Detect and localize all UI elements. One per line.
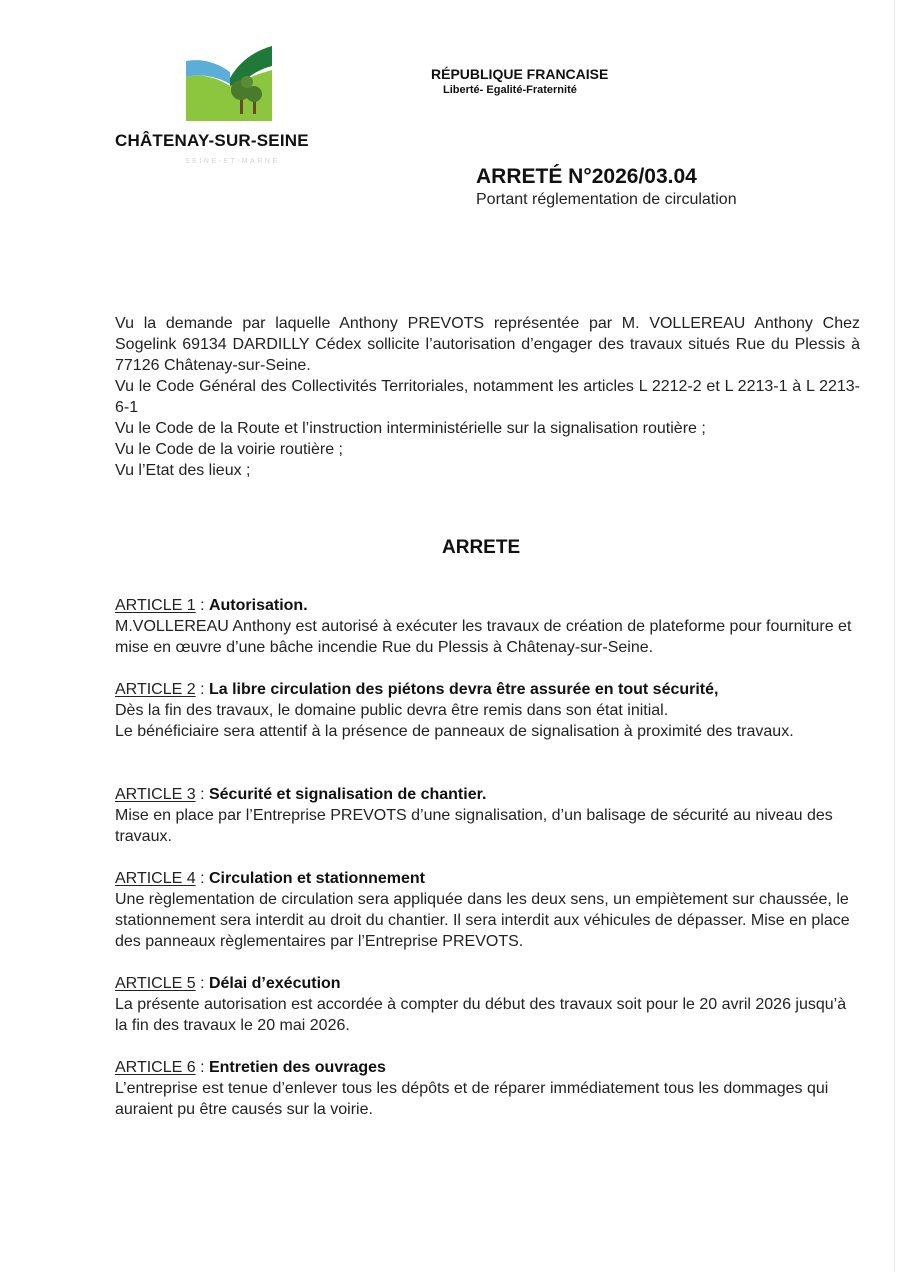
article-title: Circulation et stationnement <box>208 870 425 887</box>
article-title: La libre circulation des piétons devra être assurée en tout sécurité, <box>208 681 719 698</box>
article-separator: : <box>195 681 209 698</box>
consideration-etat-lieux: Vu l’Etat des lieux ; <box>115 462 251 479</box>
article-separator: : <box>195 1059 209 1076</box>
article-1 <box>115 595 855 658</box>
article-body: Une règlementation de circulation sera appliquée dans les deux sens, un empiètement sur chaussée, le stationnement sera interdit au droit du chantier. Il sera interdit aux véhicules de dépasser. Mise en place des panneaux règlementaires par l’Entreprise PREVOTS. <box>115 891 850 950</box>
article-label: ARTICLE 1 <box>115 597 196 614</box>
article-4 <box>115 868 855 952</box>
decree-heading: ARRETE <box>442 537 521 558</box>
article-separator: : <box>195 597 209 614</box>
article-2 <box>115 679 855 742</box>
commune-subtitle: SEINE-ET-MARNE <box>185 158 280 165</box>
article-separator: : <box>195 786 209 803</box>
article-body: Dès la fin des travaux, le domaine public devra être remis dans son état initial. <box>115 702 669 719</box>
decree-subtitle: Portant réglementation de circulation <box>476 191 737 208</box>
logo-tree-2 <box>246 86 262 102</box>
article-body: Mise en place par l’Entreprise PREVOTS d’une signalisation, d’un balisage de sécurité au niveau des travaux. <box>115 807 833 845</box>
article-separator: : <box>195 975 209 992</box>
considerations <box>115 313 860 481</box>
commune-name: CHÂTENAY-SUR-SEINE <box>115 131 309 150</box>
article-title: Délai d’exécution <box>208 975 341 992</box>
chatenay-logo <box>184 46 274 122</box>
article-title: Entretien des ouvrages <box>208 1059 386 1076</box>
article-6 <box>115 1057 855 1120</box>
article-5 <box>115 973 855 1036</box>
article-body: Le bénéficiaire sera attentif à la présence de panneaux de signalisation à proximité des travaux. <box>115 723 794 740</box>
article-title: Autorisation. <box>208 597 308 614</box>
article-label: ARTICLE 2 <box>115 681 196 698</box>
article-body: La présente autorisation est accordée à compter du début des travaux soit pour le 20 avril 2026 jusqu’à la fin des travaux le 20 mai 2026. <box>115 996 847 1034</box>
consideration-code-voirie: Vu le Code de la voirie routière ; <box>115 441 343 458</box>
republic-motto: Liberté- Egalité-Fraternité <box>443 84 577 96</box>
consideration-cgct: Vu le Code Général des Collectivités Territoriales, notamment les articles L 2212-2 et L 2213-1 à L 2213-6-1 <box>115 378 860 416</box>
article-label: ARTICLE 5 <box>115 975 196 992</box>
decree-number: ARRETÉ N°2026/03.04 <box>476 165 697 188</box>
article-title: Sécurité et signalisation de chantier. <box>208 786 487 803</box>
article-label: ARTICLE 4 <box>115 870 196 887</box>
consideration-request: Vu la demande par laquelle Anthony PREVOTS représentée par M. VOLLEREAU Anthony Chez Sogelink 69134 DARDILLY Cédex sollicite l’autorisation d’engager des travaux situés Rue du Plessis à 77126 Châtenay-sur-Seine. <box>115 315 860 374</box>
article-label: ARTICLE 6 <box>115 1059 196 1076</box>
article-body: M.VOLLEREAU Anthony est autorisé à exécuter les travaux de création de plateforme pour fourniture et mise en œuvre d’une bâche incendie Rue du Plessis à Châtenay-sur-Seine. <box>115 618 852 656</box>
republic-heading: RÉPUBLIQUE FRANCAISE <box>431 66 609 82</box>
article-separator: : <box>195 870 209 887</box>
article-3 <box>115 784 855 847</box>
article-label: ARTICLE 3 <box>115 786 196 803</box>
consideration-code-route: Vu le Code de la Route et l’instruction interministérielle sur la signalisation routière ; <box>115 420 706 437</box>
page-edge <box>894 0 895 1272</box>
article-body: L’entreprise est tenue d’enlever tous les dépôts et de réparer immédiatement tous les dommages qui auraient pu être causés sur la voirie. <box>115 1080 829 1118</box>
